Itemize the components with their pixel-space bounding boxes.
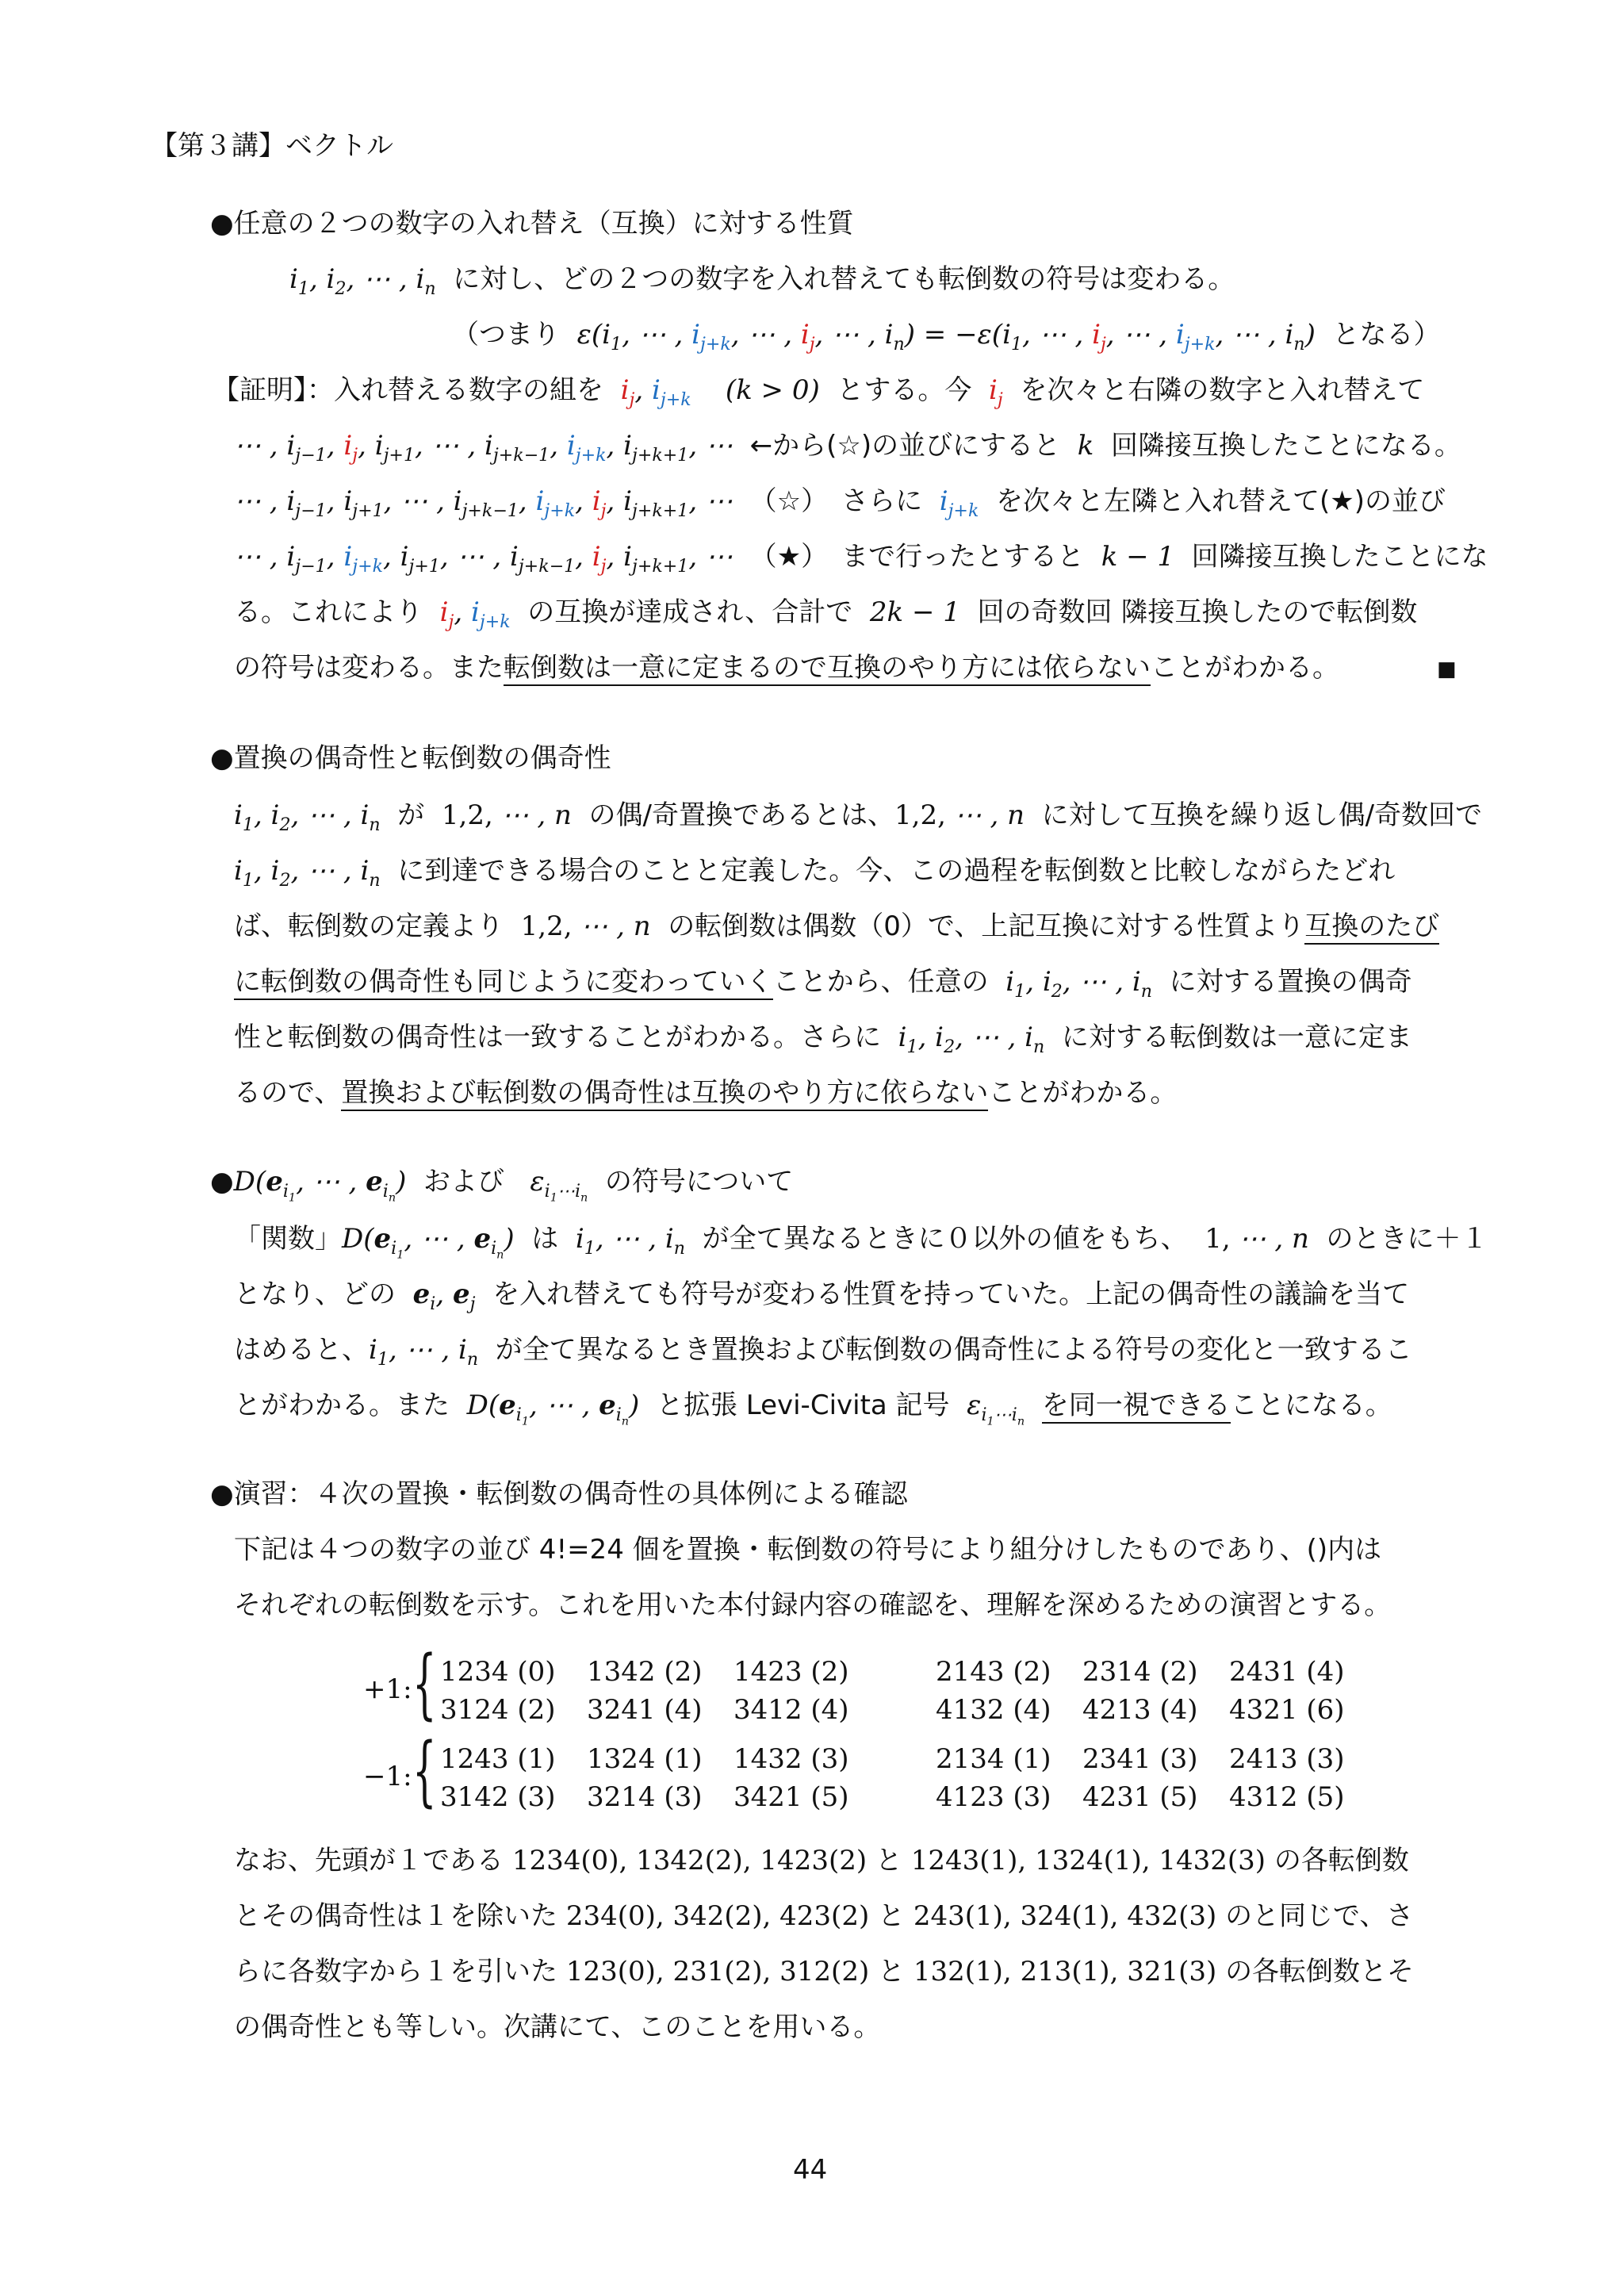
naru-label: となる） xyxy=(1332,319,1441,351)
proof-label: 【証明】：入れ替える数字の組を xyxy=(213,374,603,406)
note-text: と xyxy=(875,1845,902,1876)
s2-text-e: ば、転倒数の定義より xyxy=(234,910,504,942)
note-text: とその偶奇性は１を除いた xyxy=(234,1900,557,1932)
perm-cell: 3124 (2) xyxy=(440,1694,556,1726)
section4-line1: 下記は４つの数字の並び 4!=24 個を置換・転倒数の符号により組分けしたものであり、()内は xyxy=(234,1534,1382,1566)
minus-row-0 xyxy=(440,1740,1345,1778)
perm-cell: 4132 (4) xyxy=(936,1694,1051,1726)
note-line3 xyxy=(234,1953,1414,1991)
s2-text-g: ことから、任意の xyxy=(772,966,989,998)
s3-title-text-a: および xyxy=(423,1166,504,1198)
s3-text-c: が全て異なるときに０以外の値をもち、 xyxy=(702,1223,1188,1255)
proof-line4: ⋯ , $i_{j-1}$, $i_{j+k}$, $i_{j+1}$, ⋯ , $i_{j+k-1}$, $i_j$, $i_{j+k+1}$, ⋯ （★） まで行ったとすると k − 1 回隣接互換したことにな xyxy=(234,541,1488,577)
proof-text-f: を次々と左隣と入れ替えて(★)の並び xyxy=(995,485,1446,517)
section3-line4: とがわかる。また $D(e_{i_1}$, ⋯ , $e_{i_n}$) と拡張 Levi-Civita 記号 $\varepsilon_{i_1\cdots i_n}$ を同一視できることになる。 xyxy=(234,1389,1392,1428)
perm-cell: 3214 (3) xyxy=(587,1781,703,1813)
section3-title: $●D(e_{i_1}$, ⋯ , $e_{i_n}$) および $\varepsilon_{i_1\cdots i_n}$ の符号について xyxy=(210,1166,794,1205)
s2-underlined-c: 置換および転倒数の偶奇性は互換のやり方に依らない xyxy=(341,1077,988,1111)
section4-line2: それぞれの転倒数を示す。これを用いた本付録内容の確認を、理解を深めるための演習とする。 xyxy=(234,1589,1392,1621)
perm-cell: 1234 (0) xyxy=(440,1656,556,1688)
section1-title: ●任意の２つの数字の入れ替え（互換）に対する性質 xyxy=(210,208,854,240)
s3-title-text-b: の符号について xyxy=(604,1166,794,1198)
perm-cell: 1342 (2) xyxy=(587,1656,703,1688)
proof-underlined-text: 転倒数は一意に定まるので互換のやり方には依らない xyxy=(504,652,1151,686)
section3-line2: となり、どの $e_i$, $e_j$ を入れ替えても符号が変わる性質を持っていた。上記の偶奇性の議論を当て xyxy=(234,1278,1410,1314)
s3-text-f: を入れ替えても符号が変わる性質を持っていた。上記の偶奇性の議論を当て xyxy=(492,1278,1410,1310)
s3-text-j: と拡張 Levi-Civita 記号 xyxy=(656,1389,950,1421)
section1-line1: $i_1$, $i_2$, ⋯ , $i_n$ に対し、どの２つの数字を入れ替えても転倒数の符号は変わる。 xyxy=(289,263,1235,299)
s2-text-b: の偶/奇置換であるとは、 xyxy=(588,799,895,831)
s2-text-k: るので、 xyxy=(234,1077,342,1109)
s3-underlined: を同一視できる xyxy=(1042,1389,1231,1424)
proof-text-j: の互換が達成され、合計で xyxy=(527,596,853,628)
page-number: 44 xyxy=(793,2154,828,2186)
plus-label: +1: xyxy=(363,1673,412,1705)
perm-cell: 3142 (3) xyxy=(440,1781,556,1813)
s2-text-i: 性と転倒数の偶奇性は一致することがわかる。さらに xyxy=(234,1022,881,1053)
proof-text-b: を次々と右隣の数字と入れ替えて xyxy=(1020,374,1425,406)
note-text: なお、先頭が１である xyxy=(234,1845,504,1876)
s2-text-d: に到達できる場合のことと定義した。今、この過程を転倒数と比較しながらたどれ xyxy=(397,855,1396,887)
section1-line1-text: に対し、どの２つの数字を入れ替えても転倒数の符号は変わる。 xyxy=(453,263,1235,295)
s3-text-i: とがわかる。また xyxy=(234,1389,450,1421)
minus-row-1 xyxy=(440,1778,1345,1816)
proof-line5: る。これにより $i_j$, $i_{j+k}$ の互換が達成され、合計で 2k − 1 回の奇数回 隣接互換したので転倒数 xyxy=(234,596,1418,632)
minus-brace: { xyxy=(412,1727,437,1815)
section2-line4: に転倒数の偶奇性も同じように変わっていくことから、任意の $i_1$, $i_2$, ⋯ , $i_n$ に対する置換の偶奇 xyxy=(234,966,1412,1002)
note-text: らに各数字から１を引いた xyxy=(234,1956,557,1987)
note-line4: の偶奇性とも等しい。次講にて、このことを用いる。 xyxy=(234,2011,881,2043)
s2-text-a: が xyxy=(397,799,425,831)
section4-title: ●演習：４次の置換・転倒数の偶奇性の具体例による確認 xyxy=(210,1478,908,1510)
s2-text-h: に対する置換の偶奇 xyxy=(1169,966,1412,998)
s3-text-e: となり、どの xyxy=(234,1278,396,1310)
section2-line5: 性と転倒数の偶奇性は一致することがわかる。さらに $i_1$, $i_2$, ⋯ , $i_n$ に対する転倒数は一意に定ま xyxy=(234,1022,1412,1057)
section2-line2: $i_1$, $i_2$, ⋯ , $i_n$ に到達できる場合のことと定義した。今、この過程を転倒数と比較しながらたどれ xyxy=(234,855,1396,891)
note-text: の各転倒数 xyxy=(1274,1845,1409,1876)
note-numbers: 123(0), 231(2), 312(2) xyxy=(565,1956,870,1987)
note-line2 xyxy=(234,1897,1413,1935)
note-line1 xyxy=(234,1842,1409,1880)
section2-title: ●置換の偶奇性と転倒数の偶奇性 xyxy=(210,742,611,774)
perm-cell: 3421 (5) xyxy=(733,1781,849,1813)
perm-cell: 4312 (5) xyxy=(1229,1781,1345,1813)
proof-text-l: の符号は変わる。また xyxy=(234,652,504,684)
proof-text-c: ←から(☆)の並びにすると xyxy=(749,430,1061,462)
plus-row-0 xyxy=(440,1653,1345,1691)
proof-text-e: （☆） さらに xyxy=(749,485,923,517)
s3-text-k: ことになる。 xyxy=(1230,1389,1392,1421)
note-numbers: 243(1), 324(1), 432(3) xyxy=(913,1900,1217,1932)
perm-cell: 1243 (1) xyxy=(440,1743,556,1775)
proof-text-m: ことがわかる。 xyxy=(1151,652,1339,684)
s3-text-a: 「関数」 xyxy=(234,1223,342,1255)
section3-line1: 「関数」$D(e_{i_1}$, ⋯ , $e_{i_n}$) は $i_1$, ⋯ , $i_n$ が全て異なるときに０以外の値をもち、 1, ⋯ , n のときに＋１ xyxy=(234,1223,1488,1262)
section2-line1: $i_1$, $i_2$, ⋯ , $i_n$ が 1,2, ⋯ , n の偶/奇置換であるとは、1,2, ⋯ , n に対して互換を繰り返し偶/奇数回で xyxy=(234,799,1483,835)
qed-mark: ■ xyxy=(1437,657,1457,681)
proof-text-a: とする。今 xyxy=(837,374,972,406)
proof-text-g: （★） まで行ったとすると xyxy=(749,541,1085,573)
perm-cell: 2314 (2) xyxy=(1082,1656,1198,1688)
s2-underlined-b: に転倒数の偶奇性も同じように変わっていく xyxy=(234,966,773,1000)
section1-line2: （つまり $\varepsilon(i_1$, ⋯ , $i_{j+k}$, ⋯ , $i_j$, ⋯ , $i_n) = -\varepsilon(i_1$, ⋯ , $i_j$, ⋯ , $i_{j+k}$, ⋯ , $i_n$) となる） xyxy=(452,319,1441,355)
s2-text-c: に対して互換を繰り返し偶/奇数回で xyxy=(1041,799,1483,831)
s3-text-h: が全て異なるとき置換および転倒数の偶奇性による符号の変化と一致するこ xyxy=(495,1334,1412,1366)
proof-line6 xyxy=(234,649,1339,687)
s3-text-d: のときに＋１ xyxy=(1326,1223,1488,1255)
s2-text-f: の転倒数は偶数（0）で、上記互換に対する性質より xyxy=(668,910,1305,942)
s3-text-g: はめると、 xyxy=(234,1334,369,1366)
s2-text-l: ことがわかる。 xyxy=(988,1077,1178,1109)
tsumari-label: （つまり xyxy=(452,319,560,351)
perm-cell: 2413 (3) xyxy=(1229,1743,1345,1775)
perm-cell: 2431 (4) xyxy=(1229,1656,1345,1688)
proof-line2: ⋯ , $i_{j-1}$, $i_j$, $i_{j+1}$, ⋯ , $i_{j+k-1}$, $i_{j+k}$, $i_{j+k+1}$, ⋯ ←から(☆)の並びにすると k 回隣接互換したことになる。 xyxy=(234,430,1461,466)
chapter-header: 【第３講】ベクトル xyxy=(151,130,393,162)
perm-cell: 2143 (2) xyxy=(936,1656,1051,1688)
section3-line3: はめると、$i_1$, ⋯ , $i_n$ が全て異なるとき置換および転倒数の偶奇性による符号の変化と一致するこ xyxy=(234,1334,1412,1370)
section2-line3: ば、転倒数の定義より 1,2, ⋯ , n の転倒数は偶数（0）で、上記互換に対する性質より互換のたび xyxy=(234,907,1439,945)
note-numbers: 1243(1), 1324(1), 1432(3) xyxy=(910,1845,1266,1876)
perm-cell: 3412 (4) xyxy=(733,1694,849,1726)
perm-cell: 4123 (3) xyxy=(936,1781,1051,1813)
perm-cell: 4213 (4) xyxy=(1082,1694,1198,1726)
perm-cell: 1432 (3) xyxy=(733,1743,849,1775)
note-numbers: 234(0), 342(2), 423(2) xyxy=(565,1900,870,1932)
proof-line1: 【証明】：入れ替える数字の組を $i_j$, $i_{j+k}$ (k > 0) とする。今 $i_j$ を次々と右隣の数字と入れ替えて xyxy=(213,374,1425,410)
perm-cell: 2134 (1) xyxy=(936,1743,1051,1775)
proof-text-k: 回の奇数回 隣接互換したので転倒数 xyxy=(977,596,1418,628)
note-numbers: 132(1), 213(1), 321(3) xyxy=(913,1956,1217,1987)
perm-cell: 4321 (6) xyxy=(1229,1694,1345,1726)
section2-line6 xyxy=(234,1074,1177,1112)
perm-cell: 4231 (5) xyxy=(1082,1781,1198,1813)
proof-text-d: 回隣接互換したことになる。 xyxy=(1110,430,1461,462)
perm-cell: 3241 (4) xyxy=(587,1694,703,1726)
note-numbers: 1234(0), 1342(2), 1423(2) xyxy=(511,1845,868,1876)
s3-text-b: は xyxy=(531,1223,559,1255)
perm-cell: 1423 (2) xyxy=(733,1656,849,1688)
note-text: と xyxy=(878,1900,906,1932)
s2-text-j: に対する転倒数は一意に定ま xyxy=(1061,1022,1412,1053)
perm-cell: 1324 (1) xyxy=(587,1743,703,1775)
s2-underlined-a: 互換のたび xyxy=(1304,910,1439,945)
note-text: のと同じで、さ xyxy=(1225,1900,1414,1932)
plus-row-1 xyxy=(440,1691,1345,1729)
proof-line3: ⋯ , $i_{j-1}$, $i_{j+1}$, ⋯ , $i_{j+k-1}$, $i_{j+k}$, $i_j$, $i_{j+k+1}$, ⋯ （☆） さらに $i_{j+k}$ を次々と左隣と入れ替えて(★)の並び xyxy=(234,485,1446,521)
proof-text-h: 回隣接互換したことにな xyxy=(1191,541,1488,573)
note-text: の各転倒数とそ xyxy=(1225,1956,1415,1987)
proof-text-i: る。これにより xyxy=(234,596,423,628)
plus-brace: { xyxy=(412,1639,437,1728)
note-text: と xyxy=(878,1956,906,1987)
perm-cell: 2341 (3) xyxy=(1082,1743,1198,1775)
minus-label: −1: xyxy=(363,1761,412,1792)
